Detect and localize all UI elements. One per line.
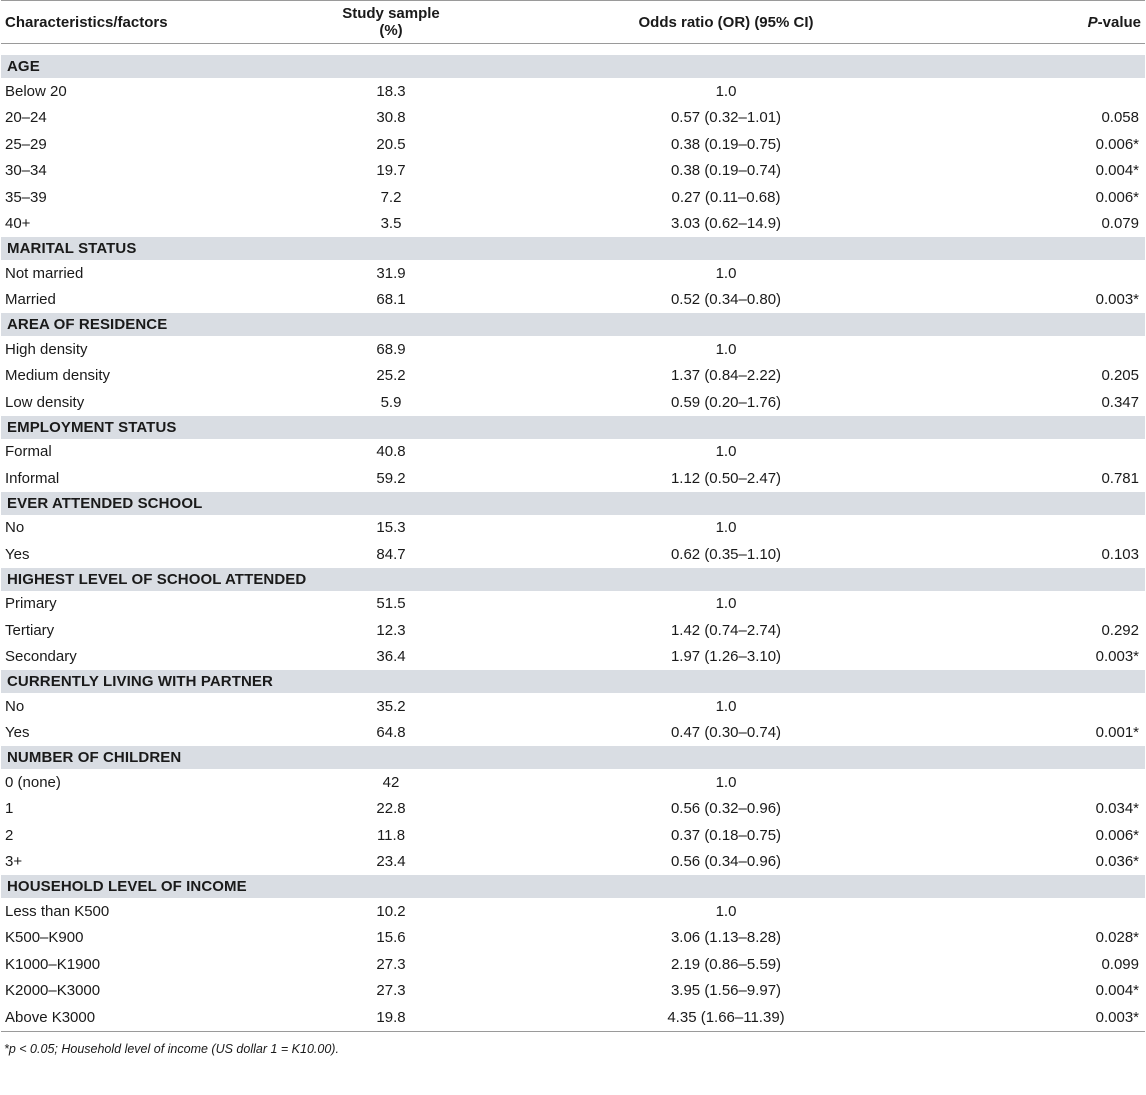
- cell-study-sample: 84.7: [376, 545, 406, 563]
- header-odds-ratio: Odds ratio (OR) (95% CI): [541, 1, 1051, 44]
- cell-p-value: [1051, 78, 1145, 105]
- table-row: [1, 131, 1145, 158]
- cell-study-sample: 10.2: [376, 902, 406, 920]
- cell-odds-ratio: 0.56 (0.34–0.96): [670, 853, 782, 871]
- cell-characteristic: 2: [5, 826, 14, 844]
- cell-characteristic: Informal: [5, 469, 60, 487]
- cell-p-value: 0.006*: [1095, 826, 1139, 844]
- header-characteristics: Characteristics/factors: [1, 1, 341, 44]
- table-row: [1, 849, 1145, 876]
- cell-characteristic: Tertiary: [5, 621, 55, 639]
- cell-study-sample: 64.8: [376, 724, 406, 742]
- cell-study-sample: 15.6: [376, 929, 406, 947]
- cell-study-sample: 12.3: [376, 621, 406, 639]
- cell-study-sample: 25.2: [376, 367, 406, 385]
- cell-p-value: 0.004*: [1095, 982, 1139, 1000]
- cell-p-value: 0.292: [1101, 621, 1139, 639]
- table-row: [1, 898, 1145, 925]
- cell-odds-ratio: 4.35 (1.66–11.39): [541, 1004, 1051, 1031]
- cell-p-value: [1051, 336, 1145, 363]
- section-title: MARITAL STATUS: [1, 237, 1145, 260]
- cell-p-value: 0.347: [1101, 393, 1139, 411]
- cell-p-value: [1051, 898, 1145, 925]
- cell-study-sample: 19.7: [376, 162, 406, 180]
- cell-characteristic: Primary: [5, 595, 57, 613]
- cell-characteristic: 3+: [5, 853, 23, 871]
- header-study-sample: Study sample (%): [341, 1, 541, 44]
- table-row: [1, 465, 1145, 492]
- cell-odds-ratio: 0.52 (0.34–0.80): [670, 291, 782, 309]
- table-row: [1, 644, 1145, 671]
- table-row: [1, 541, 1145, 568]
- cell-p-value: 0.006*: [1095, 135, 1139, 153]
- cell-odds-ratio: 0.27 (0.11–0.68): [671, 188, 781, 206]
- header-p-letter: P: [1087, 13, 1098, 31]
- table-row: [1, 720, 1145, 747]
- cell-odds-ratio: 3.06 (1.13–8.28): [670, 929, 782, 947]
- section-title: CURRENTLY LIVING WITH PARTNER: [1, 670, 1145, 693]
- cell-p-value: [1051, 439, 1145, 466]
- cell-characteristic: 25–29: [5, 135, 47, 153]
- cell-characteristic: Low density: [5, 393, 85, 411]
- cell-p-value: [1051, 769, 1145, 796]
- cell-characteristic: Medium density: [5, 367, 111, 385]
- header-row: [1, 1, 1145, 44]
- cell-study-sample: 59.2: [376, 469, 406, 487]
- cell-odds-ratio: 0.38 (0.19–0.75): [670, 135, 782, 153]
- cell-odds-ratio: 1.0: [715, 697, 737, 715]
- cell-odds-ratio: 1.0: [715, 443, 737, 461]
- cell-odds-ratio: 1.97 (1.26–3.10): [670, 648, 782, 666]
- cell-p-value: 0.079: [1101, 215, 1139, 233]
- cell-characteristic: Married: [5, 291, 56, 309]
- table-row: [1, 184, 1145, 211]
- cell-study-sample: 19.8: [341, 1004, 541, 1031]
- cell-odds-ratio: 1.0: [715, 340, 737, 358]
- cell-odds-ratio: 1.42 (0.74–2.74): [670, 621, 782, 639]
- cell-characteristic: No: [5, 519, 25, 537]
- cell-study-sample: 51.5: [376, 595, 406, 613]
- table-body: [1, 44, 1145, 1032]
- section-title: EVER ATTENDED SCHOOL: [1, 492, 1145, 515]
- table-row: [1, 260, 1145, 287]
- cell-p-value: 0.028*: [1095, 929, 1139, 947]
- table-row: [1, 439, 1145, 466]
- table-row: [1, 287, 1145, 314]
- cell-odds-ratio: 1.0: [715, 902, 737, 920]
- section-title: NUMBER OF CHILDREN: [1, 746, 1145, 769]
- cell-study-sample: 22.8: [376, 800, 406, 818]
- table-row: [1, 105, 1145, 132]
- cell-odds-ratio: 1.0: [715, 82, 737, 100]
- table-row: [1, 78, 1145, 105]
- section-header-row: [1, 568, 1145, 591]
- section-header-row: [1, 416, 1145, 439]
- cell-study-sample: 35.2: [376, 697, 406, 715]
- cell-characteristic: 20–24: [5, 109, 47, 127]
- cell-study-sample: 11.8: [376, 826, 406, 844]
- cell-odds-ratio: 2.19 (0.86–5.59): [670, 955, 782, 973]
- cell-study-sample: 68.9: [376, 340, 406, 358]
- cell-characteristic: 1: [5, 800, 14, 818]
- cell-p-value: 0.001*: [1095, 724, 1139, 742]
- table-row: [1, 515, 1145, 542]
- table-row: [1, 925, 1145, 952]
- section-header-row: [1, 492, 1145, 515]
- cell-p-value: 0.781: [1101, 469, 1139, 487]
- table-row: [1, 591, 1145, 618]
- section-header-row: [1, 55, 1145, 78]
- table-row: [1, 336, 1145, 363]
- spacer-row: [1, 44, 1145, 56]
- cell-odds-ratio: 1.0: [715, 595, 737, 613]
- cell-p-value: 0.099: [1101, 955, 1139, 973]
- cell-odds-ratio: 3.95 (1.56–9.97): [670, 982, 782, 1000]
- cell-characteristic: Less than K500: [5, 902, 110, 920]
- cell-characteristic: 35–39: [5, 188, 47, 206]
- cell-odds-ratio: 0.62 (0.35–1.10): [670, 545, 782, 563]
- cell-odds-ratio: 0.37 (0.18–0.75): [670, 826, 782, 844]
- section-title: HIGHEST LEVEL OF SCHOOL ATTENDED: [1, 568, 1145, 591]
- table-row: [1, 978, 1145, 1005]
- cell-characteristic: 30–34: [5, 162, 47, 180]
- cell-p-value: [1051, 515, 1145, 542]
- header-p-suffix: -value: [1097, 13, 1141, 31]
- cell-study-sample: 15.3: [376, 519, 406, 537]
- table-row: [1, 822, 1145, 849]
- cell-characteristic: Formal: [5, 443, 52, 461]
- cell-odds-ratio: 1.37 (0.84–2.22): [670, 367, 782, 385]
- cell-characteristic: Not married: [5, 264, 84, 282]
- cell-study-sample: 31.9: [376, 264, 406, 282]
- table-row: [1, 211, 1145, 238]
- table-row: [1, 363, 1145, 390]
- cell-characteristic: K500–K900: [5, 929, 84, 947]
- cell-odds-ratio: 0.57 (0.32–1.01): [670, 109, 782, 127]
- cell-characteristic: Yes: [5, 724, 30, 742]
- table-row: [1, 1004, 1145, 1031]
- cell-study-sample: 27.3: [376, 982, 406, 1000]
- spacer-cell: [1, 44, 1145, 56]
- cell-study-sample: 7.2: [380, 188, 402, 206]
- cell-study-sample: 20.5: [376, 135, 406, 153]
- table-row: [1, 617, 1145, 644]
- cell-study-sample: 40.8: [376, 443, 406, 461]
- cell-study-sample: 3.5: [380, 215, 402, 233]
- cell-characteristic: No: [5, 697, 25, 715]
- cell-odds-ratio: 1.0: [715, 264, 737, 282]
- cell-study-sample: 18.3: [376, 82, 406, 100]
- section-header-row: [1, 237, 1145, 260]
- cell-odds-ratio: 0.56 (0.32–0.96): [670, 800, 782, 818]
- cell-odds-ratio: 1.0: [715, 519, 737, 537]
- cell-odds-ratio: 0.47 (0.30–0.74): [670, 724, 782, 742]
- cell-study-sample: 30.8: [376, 109, 406, 127]
- table-row: [1, 796, 1145, 823]
- cell-characteristic: High density: [5, 340, 88, 358]
- section-header-row: [1, 670, 1145, 693]
- cell-odds-ratio: 1.12 (0.50–2.47): [670, 469, 782, 487]
- cell-characteristic: K2000–K3000: [5, 982, 101, 1000]
- cell-p-value: 0.058: [1101, 109, 1139, 127]
- cell-odds-ratio: 3.03 (0.62–14.9): [670, 215, 782, 233]
- section-header-row: [1, 313, 1145, 336]
- cell-p-value: 0.004*: [1095, 162, 1139, 180]
- cell-characteristic: Yes: [5, 545, 30, 563]
- cell-p-value: [1051, 591, 1145, 618]
- table-row: [1, 769, 1145, 796]
- cell-study-sample: 42: [382, 773, 400, 791]
- cell-characteristic: Secondary: [5, 648, 77, 666]
- cell-p-value: [1051, 260, 1145, 287]
- cell-characteristic: Above K3000: [1, 1004, 341, 1031]
- cell-p-value: 0.103: [1101, 545, 1139, 563]
- table-row: [1, 158, 1145, 185]
- cell-study-sample: 5.9: [380, 393, 402, 411]
- section-title: EMPLOYMENT STATUS: [1, 416, 1145, 439]
- cell-p-value: [1051, 693, 1145, 720]
- table-row: [1, 389, 1145, 416]
- cell-p-value: 0.003*: [1095, 648, 1139, 666]
- cell-p-value: 0.003*: [1095, 291, 1139, 309]
- cell-p-value: 0.006*: [1095, 188, 1139, 206]
- cell-odds-ratio: 0.38 (0.19–0.74): [670, 162, 782, 180]
- cell-odds-ratio: 0.59 (0.20–1.76): [670, 393, 782, 411]
- footnote: *p < 0.05; Household level of income (US dollar 1 = K10.00).: [4, 1041, 339, 1056]
- section-title: HOUSEHOLD LEVEL OF INCOME: [1, 875, 1145, 898]
- data-table: [1, 0, 1145, 1032]
- section-header-row: [1, 875, 1145, 898]
- cell-study-sample: 23.4: [376, 853, 406, 871]
- cell-characteristic: 40+: [5, 215, 31, 233]
- section-header-row: [1, 746, 1145, 769]
- cell-characteristic: 0 (none): [5, 773, 61, 791]
- cell-characteristic: K1000–K1900: [5, 955, 101, 973]
- header-p-value: [1051, 1, 1145, 44]
- cell-study-sample: 68.1: [376, 291, 406, 309]
- cell-study-sample: 27.3: [376, 955, 406, 973]
- cell-p-value: 0.205: [1101, 367, 1139, 385]
- table-row: [1, 951, 1145, 978]
- cell-p-value: 0.036*: [1095, 853, 1139, 871]
- section-title: AGE: [1, 55, 1145, 78]
- section-title: AREA OF RESIDENCE: [1, 313, 1145, 336]
- cell-study-sample: 36.4: [376, 648, 406, 666]
- cell-characteristic: Below 20: [5, 82, 67, 100]
- cell-odds-ratio: 1.0: [715, 773, 737, 791]
- cell-p-value: 0.034*: [1095, 800, 1139, 818]
- table-row: [1, 693, 1145, 720]
- cell-p-value: 0.003*: [1051, 1004, 1145, 1031]
